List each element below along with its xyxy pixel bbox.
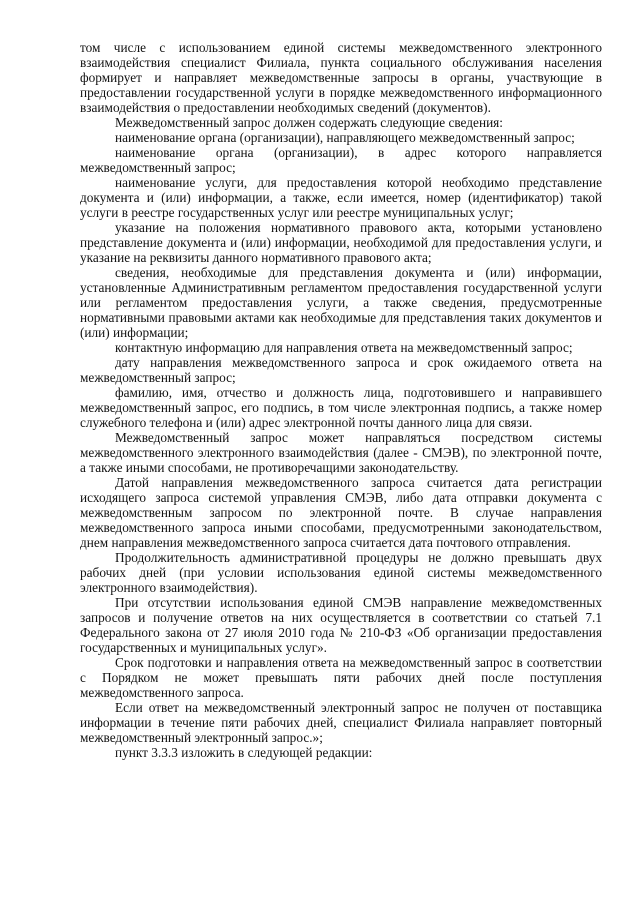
paragraph-response-deadline: Срок подготовки и направления ответа на межведомственный запрос в соответствии с Порядком не может превышать пяти рабочих дней после поступления межведомственного запроса. xyxy=(80,655,602,700)
paragraph-required-info: сведения, необходимые для представления документа и (или) информации, установленные Административным регламентом предоставления государственной услуги или регламентом предоставления услуги, а также сведения, предусмотренные нормативными правовыми актами как необходимые для представления таких документов и (или) информации; xyxy=(80,265,602,340)
paragraph-continuation: том числе с использованием единой системы межведомственного электронного взаимодействия специалист Филиала, пункта социального обслуживания населения формирует и направляет межведомственные запросы в органы, участвующие в предоставлении государственной услуги в порядке межведомственного информационного взаимодействия о предоставлении необходимых сведений (документов). xyxy=(80,40,602,115)
paragraph-contact-info: контактную информацию для направления ответа на межведомственный запрос; xyxy=(115,340,573,355)
document-page xyxy=(80,40,602,760)
paragraph-legal-act: указание на положения нормативного правового акта, которыми установлено представление документа и (или) информации, необходимой для предоставления услуги, и указание на реквизиты данного нормативного правового акта; xyxy=(80,220,602,265)
paragraph-responsible-person: фамилию, имя, отчество и должность лица, подготовившего и направившего межведомственный запрос, его подпись, в том числе электронная подпись, а также номер служебного телефона и (или) адрес электронной почты данного лица для связи. xyxy=(80,385,602,430)
paragraph-sender-name: наименование органа (организации), направляющего межведомственный запрос; xyxy=(115,130,575,145)
paragraph-repeat-request: Если ответ на межведомственный электронный запрос не получен от поставщика информации в течение пяти рабочих дней, специалист Филиала направляет повторный межведомственный электронный запрос.»; xyxy=(80,700,602,745)
paragraph-clause-3-3-3: пункт 3.3.3 изложить в следующей редакции: xyxy=(115,745,373,760)
paragraph-sending-date: Датой направления межведомственного запроса считается дата регистрации исходящего запроса системой управления СМЭВ, либо дата отправки документа с межведомственным запросом по электронной почте. В случае направления межведомственного запроса иными способами, предусмотренными законодательством, днем направления межведомственного запроса считается дата почтового отправления. xyxy=(80,475,602,550)
paragraph-request-date: дату направления межведомственного запроса и срок ожидаемого ответа на межведомственный запрос; xyxy=(80,355,602,385)
paragraph-recipient-name: наименование органа (организации), в адрес которого направляется межведомственный запрос; xyxy=(80,145,602,175)
paragraph-service-name: наименование услуги, для предоставления которой необходимо представление документа и (или) информации, а также, если имеется, номер (идентификатор) такой услуги в реестре государственных услуг или реестре муниципальных услуг; xyxy=(80,175,602,220)
paragraph-no-smev: При отсутствии использования единой СМЭВ направление межведомственных запросов и получение ответов на них осуществляется в соответствии со статьей 7.1 Федерального закона от 27 июля 2010 года № 210-ФЗ «Об организации предоставления государственных и муниципальных услуг». xyxy=(80,595,602,655)
paragraph-procedure-duration: Продолжительность административной процедуры не должно превышать двух рабочих дней (при условии использования единой системы межведомственного электронного взаимодействия). xyxy=(80,550,602,595)
paragraph-sending-methods: Межведомственный запрос может направляться посредством системы межведомственного электронного взаимодействия (далее - СМЭВ), по электронной почте, а также иными способами, не противоречащими законодательству. xyxy=(80,430,602,475)
paragraph-request-contents-intro: Межведомственный запрос должен содержать следующие сведения: xyxy=(115,115,503,130)
